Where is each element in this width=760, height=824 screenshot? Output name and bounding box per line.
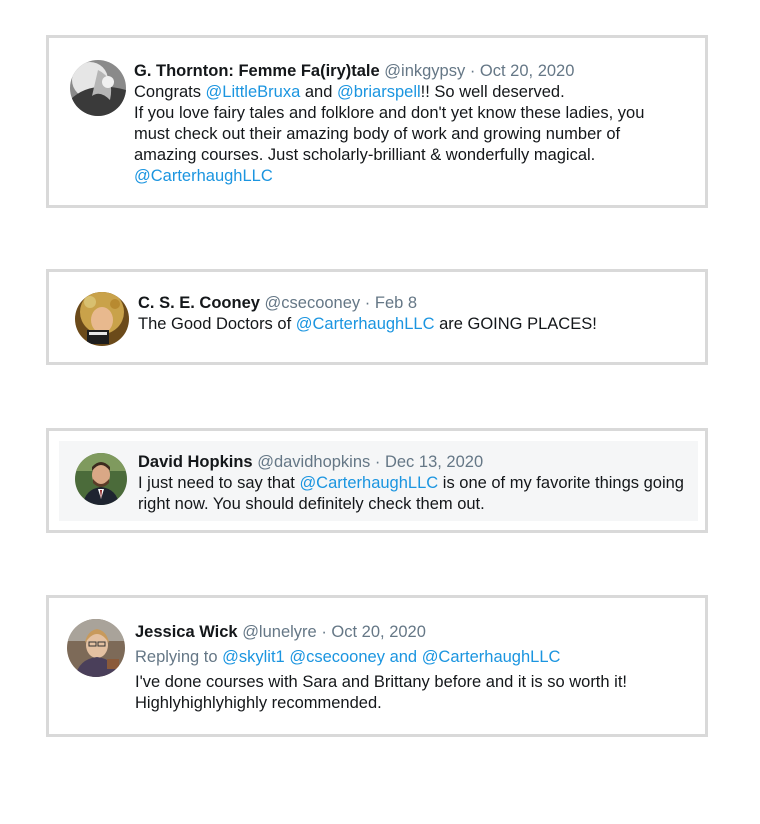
tweet-text-line <box>134 82 644 103</box>
author-name[interactable]: Jessica Wick <box>135 623 238 641</box>
text-fragment: I just need to say that <box>138 474 300 492</box>
reply-context <box>135 647 627 668</box>
mention-link[interactable]: @CarterhaughLLC <box>421 648 561 666</box>
mention-link[interactable]: @skylit1 <box>222 648 285 666</box>
avatar-davidhopkins[interactable] <box>75 453 127 505</box>
tweet-body <box>138 452 684 515</box>
tweet-header <box>138 452 684 473</box>
author-name[interactable]: David Hopkins <box>138 453 253 471</box>
tweet-text-line: Highlyhighlyhighly recommended. <box>135 694 382 712</box>
mention-link[interactable]: @csecooney <box>289 648 385 666</box>
author-handle[interactable]: @inkgypsy <box>384 62 466 80</box>
text-fragment: !! So well deserved. <box>420 83 565 101</box>
author-name[interactable]: C. S. E. Cooney <box>138 294 260 312</box>
text-fragment: and <box>300 83 337 101</box>
avatar-csecooney[interactable] <box>75 292 129 346</box>
tweet-date[interactable]: Oct 20, 2020 <box>479 62 575 80</box>
tweet-date[interactable]: Dec 13, 2020 <box>384 453 484 471</box>
reply-and: and <box>389 648 418 666</box>
author-handle[interactable]: @davidhopkins <box>257 453 371 471</box>
tweet-text-line: must check out their amazing body of work and growing number of <box>134 125 621 143</box>
separator-dot: · <box>374 453 381 471</box>
tweet-card-inkgypsy <box>46 35 708 208</box>
tweet-body <box>134 61 644 187</box>
avatar-lunelyre[interactable] <box>67 619 125 677</box>
author-handle[interactable]: @lunelyre <box>242 623 317 641</box>
author-handle[interactable]: @csecooney <box>264 294 361 312</box>
tweet-body <box>138 293 597 335</box>
mention-link[interactable]: @briarspell <box>336 83 421 101</box>
mention-link[interactable]: @LittleBruxa <box>205 83 301 101</box>
mention-link[interactable]: @CarterhaughLLC <box>299 474 439 492</box>
tweet-card-csecooney <box>46 269 708 365</box>
tweet-card-lunelyre <box>46 595 708 737</box>
tweet-date[interactable]: Feb 8 <box>374 294 418 312</box>
tweet-text-line: amazing courses. Just scholarly-brilliant & wonderfully magical. <box>134 146 596 164</box>
reply-prefix: Replying to <box>135 648 223 666</box>
tweet-text-line: right now. You should definitely check them out. <box>138 495 485 513</box>
text-fragment: is one of my favorite things going <box>438 474 684 492</box>
tweet-text-line <box>138 473 684 494</box>
text-fragment: Congrats <box>134 83 206 101</box>
text-fragment: are GOING PLACES! <box>434 315 597 333</box>
tweet-text-line: I've done courses with Sara and Brittany before and it is so worth it! <box>135 673 627 691</box>
tweet-header <box>138 293 597 314</box>
mention-link[interactable]: @CarterhaughLLC <box>134 167 273 185</box>
avatar-inkgypsy[interactable] <box>70 60 126 116</box>
tweet-text-line <box>138 314 597 335</box>
tweet-date[interactable]: Oct 20, 2020 <box>331 623 426 641</box>
tweet-card-davidhopkins <box>46 428 708 533</box>
tweet-header <box>135 622 627 643</box>
separator-dot: · <box>321 623 327 641</box>
tweet-text-line: If you love fairy tales and folklore and don't yet know these ladies, you <box>134 104 645 122</box>
tweet-header <box>134 61 644 82</box>
author-name[interactable]: G. Thornton: Femme Fa(iry)tale <box>134 62 380 80</box>
tweet-body <box>135 622 627 714</box>
text-fragment: The Good Doctors of <box>138 315 296 333</box>
separator-dot: · <box>364 294 371 312</box>
separator-dot: · <box>469 62 476 80</box>
mention-link[interactable]: @CarterhaughLLC <box>295 315 435 333</box>
